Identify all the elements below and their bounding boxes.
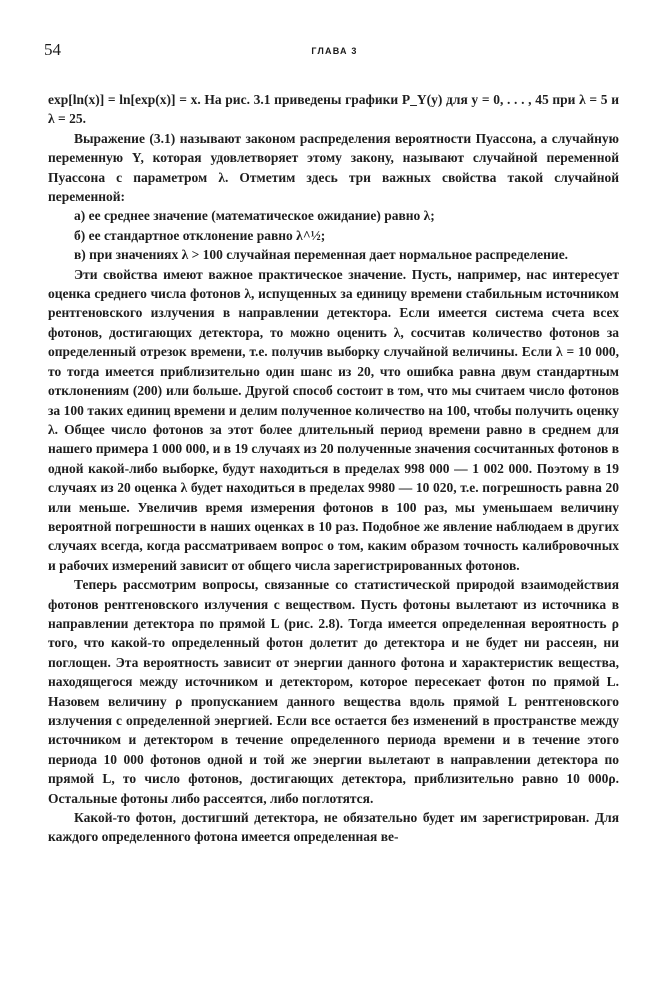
running-head: ГЛАВА 3: [311, 46, 358, 56]
paragraph-detector-registration: Какой-то фотон, достигший детектора, не обязательно будет им зарегистрирован. Для каждого определенного фотона имеется определенная ве-: [48, 810, 619, 845]
list-item-mean: а) ее среднее значение (математическое ожидание) равно λ;: [74, 208, 435, 224]
body-text: [48, 90, 619, 847]
paragraph-practical-importance: Эти свойства имеют важное практическое значение. Пусть, например, нас интересует оценка среднего числа фотонов λ, испущенных за единицу времени стабильным источником рентгеновского излучения в направлении детектора. Если имеется система счета всех фотонов, достигающих детектора, то можно оценить λ, сосчитав количество фотонов за определенный отрезок времени, т.е. получив выборку случайной величины. Если λ = 10 000, то тогда имеется приблизительно один шанс из 20, что ошибка равна двум стандартным отклонениям (200) или больше. Другой способ состоит в том, что мы считаем число фотонов за 100 таких единиц времени и делим полученное количество на 100, чтобы получить оценку λ. Общее число фотонов за этот более длительный период времени равно в среднем для нашего примера 1 000 000, и в 19 случаях из 20 полученные значения сосчитанных фотонов в одной какой-либо выборке, будут находиться в пределах 998 000 — 1 002 000. Поэтому в 19 случаях из 20 оценка λ будет находиться в пределах 9980 — 10 020, т.е. погрешность равна 20 или меньше. Увеличив время измерения фотонов в 100 раз, мы уменьшаем величину вероятной погрешности в наших оценках в 10 раз. Подобное же явление наблюдаем в других случаях всегда, когда рассматриваем вопрос о том, каким образом точность калибровочных и рабочих измерений зависит от общего числа зарегистрированных фотонов.: [48, 266, 619, 573]
page-header: [44, 40, 625, 64]
list-item-std-deviation: б) ее стандартное отклонение равно λ^½;: [74, 227, 326, 243]
paragraph-poisson-law: Выражение (3.1) называют законом распределения вероятности Пуассона, а случайную переменную Y, которая удовлетворяет этому закону, называют случайной переменной Пуассона с параметром λ. Отметим здесь три важных свойства такой случайной переменной:: [48, 130, 619, 205]
list-item-normal: в) при значениях λ > 100 случайная переменная дает нормальное распределение.: [74, 247, 569, 263]
page-number: 54: [44, 40, 61, 59]
paragraph-continuation: exp[ln(x)] = ln[exp(x)] = x. На рис. 3.1 приведены графики P_Y(y) для y = 0, . . . , 45 при λ = 5 и λ = 25.: [48, 92, 619, 127]
paragraph-photon-interaction: Теперь рассмотрим вопросы, связанные со статистической природой взаимодействия фотонов рентгеновского излучения с веществом. Пусть фотоны вылетают из источника в направлении детектора по прямой L (рис. 2.8). Тогда имеется определенная вероятность ρ того, что какой-то определенный фотон долетит до детектора и не будет ни рассеян, ни поглощен. Эта вероятность зависит от энергии данного фотона и характеристик вещества, находящегося между источником и детектором, которое пересекает фотон по прямой L. Назовем величину ρ пропусканием данного вещества вдоль прямой L рентгеновского излучения с определенной энергией. Если все остается без изменений в пространстве между источником и детектором в течение определенного периода времени и в течение этого периода 10 000 фотонов одной и той же энергии вылетают в направлении детектора по прямой L, то число фотонов, достигающих детектора, приблизительно равно 10 000ρ. Остальные фотоны либо рассеятся, либо поглотятся.: [48, 577, 619, 806]
